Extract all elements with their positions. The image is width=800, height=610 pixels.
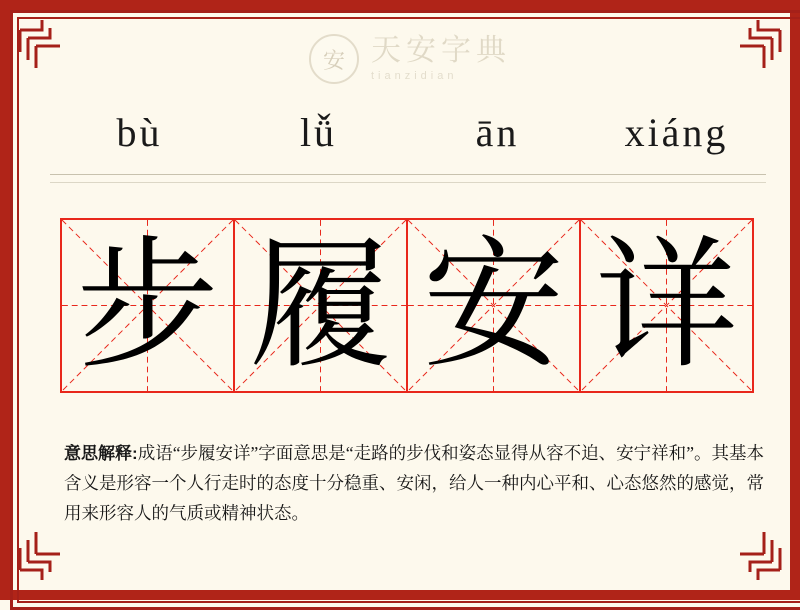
site-watermark [26,28,794,90]
logo-icon [309,34,359,84]
character-cell [233,218,408,393]
pinyin-syllable: xiáng [624,109,729,155]
character-glyph: 步 [76,226,219,385]
character-cell [406,218,581,393]
character-grid [60,218,760,393]
character-glyph: 详 [595,226,738,385]
explanation-text: 成语“步履安详”字面意思是“走路的步伐和姿态显得从容不迫、安宁祥和”。其基本含义是形容一个人行走时的态度十分稳重、安闲，给人一种内心平和、心态悠然的感觉，常用来形容人的气质或精神状态。 [64,443,764,524]
pinyin-baseline-secondary [50,182,766,183]
character-glyph: 履 [249,226,392,385]
logo-glyph: 安 [322,47,345,73]
pinyin-row [50,90,766,174]
brand-name-cn: 天安字典 [371,34,511,67]
pinyin-syllable: lǚ [299,109,338,155]
pinyin-syllable: bù [116,109,163,155]
brand-block [371,36,511,82]
explanation-block [64,438,764,528]
explanation-label: 意思解释: [64,444,138,463]
pinyin-syllable: ān [475,109,520,155]
pinyin-baseline [50,174,766,175]
character-glyph: 安 [422,226,565,385]
character-cell [579,218,754,393]
character-cell [60,218,235,393]
brand-name-en: tianzidian [371,70,458,82]
